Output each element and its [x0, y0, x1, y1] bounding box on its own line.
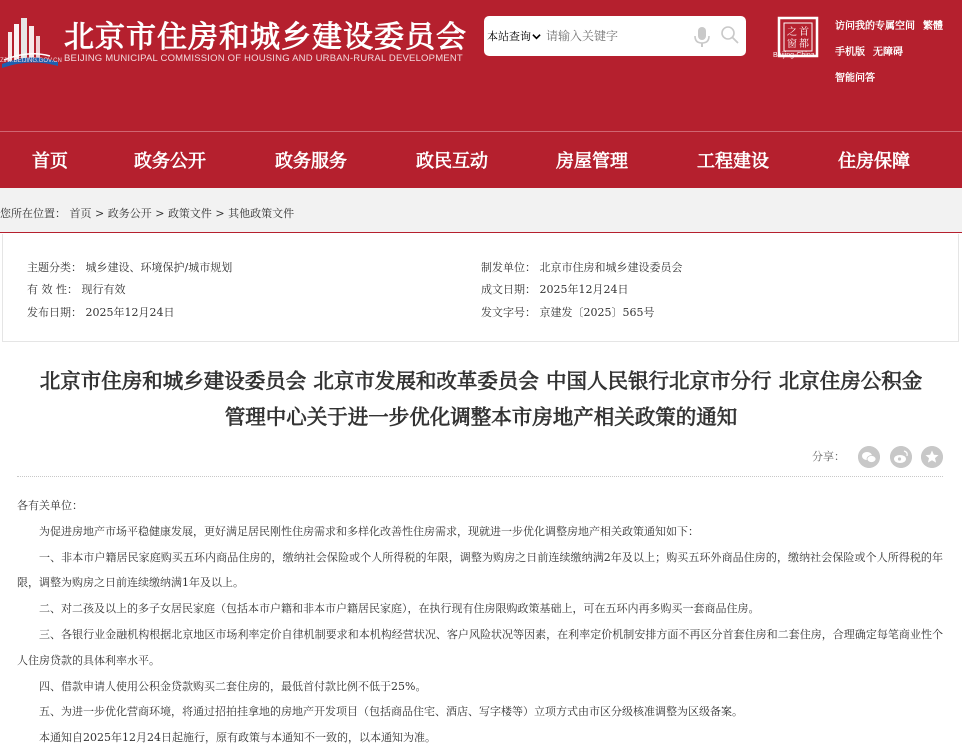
title-divider	[17, 476, 943, 477]
search-scope-select[interactable]	[487, 28, 541, 44]
site-title[interactable]: 北京市住房和城乡建设委员会	[64, 20, 467, 55]
breadcrumb-government-affairs[interactable]: 政务公开	[107, 207, 152, 220]
meta-subject: 主题分类： 城乡建设、环境保护/城市规划	[27, 261, 233, 274]
breadcrumb-policy-files[interactable]: 政策文件	[167, 207, 212, 220]
meta-doc-number: 发文字号： 京建发〔2025〕565号	[481, 306, 655, 319]
svg-text:窗: 窗	[787, 39, 797, 50]
article-paragraph: 五、为进一步优化营商环境，将通过招拍挂拿地的房地产开发项目（包括商品住宅、酒店、写字楼等）立项方式由市区分级核准调整为区级备案。	[39, 705, 743, 719]
nav-item-home[interactable]: 首页	[32, 151, 68, 172]
article-paragraph: 为促进房地产市场平稳健康发展，更好满足居民刚性住房需求和多样化改善性住房需求，现就进一步优化调整房地产相关政策通知如下：	[39, 524, 699, 538]
mobile-version-link[interactable]: 手机版	[835, 47, 865, 58]
meta-publish-date: 发布日期： 2025年12月24日	[27, 306, 175, 319]
chevron-down-icon	[532, 32, 541, 41]
article-title	[0, 363, 962, 435]
breadcrumb-other-policy-files[interactable]: 其他政策文件	[228, 207, 295, 220]
smart-qa-link[interactable]: 智能问答	[835, 73, 875, 84]
article-body	[17, 493, 943, 745]
breadcrumb	[0, 205, 294, 221]
site-header	[0, 0, 962, 188]
svg-text:首: 首	[799, 27, 809, 38]
capital-logo-caption: Beijing-China	[773, 52, 815, 59]
nav-item-government-services[interactable]: 政务服务	[275, 151, 347, 172]
article-salutation: 各有关单位：	[17, 499, 83, 512]
breadcrumb-bar	[0, 188, 962, 233]
weibo-icon[interactable]	[890, 446, 912, 468]
search-input[interactable]	[546, 24, 676, 48]
nav-item-interaction[interactable]: 政民互动	[416, 151, 488, 172]
breadcrumb-prefix: 您所在位置：	[0, 207, 66, 220]
nav-item-government-affairs[interactable]: 政务公开	[134, 151, 206, 172]
traditional-chinese-link[interactable]: 繁體	[923, 21, 943, 32]
top-links	[835, 14, 951, 92]
article-paragraph: 三、各银行业金融机构根据北京地区市场利率定价自律机制要求和本机构经营状况、客户风险状况等因素，在利率定价机制安排方面不再区分首套住房和二套住房，合理确定每笔商业性个人住房贷款的具体利率水平。	[17, 627, 943, 667]
article-paragraph: 一、非本市户籍居民家庭购买五环内商品住房的，缴纳社会保险或个人所得税的年限，调整为购房之日前连续缴纳满2年及以上；购买五环外商品住房的，缴纳社会保险或个人所得税的年限，调整为购房之日前连续缴纳满1年及以上。	[17, 550, 943, 590]
site-subtitle: BEIJING MUNICIPAL COMMISSION OF HOUSING AND URBAN-RURAL DEVELOPMENT	[64, 53, 463, 64]
meta-validity: 有 效 性： 现行有效	[27, 283, 126, 296]
nav-item-housing-security[interactable]: 住房保障	[838, 151, 910, 172]
main-nav	[0, 132, 962, 188]
favorite-icon[interactable]	[921, 446, 943, 468]
my-space-link[interactable]: 访问我的专属空间	[835, 21, 915, 32]
site-domain: ZJW.BEIJING.GOV.CN	[0, 58, 62, 64]
wechat-icon[interactable]	[858, 446, 880, 468]
article-paragraph: 二、对二孩及以上的多子女居民家庭（包括本市户籍和非本市户籍居民家庭），在执行现有住房限购政策基础上，可在五环内再多购买一套商品住房。	[39, 602, 760, 616]
breadcrumb-home[interactable]: 首页	[69, 207, 92, 220]
article-title-line-2: 管理中心关于进一步优化调整本市房地产相关政策的通知	[224, 405, 738, 429]
breadcrumb-sep: >	[151, 207, 168, 220]
breadcrumb-sep: >	[211, 207, 229, 220]
nav-item-construction[interactable]: 工程建设	[697, 151, 769, 172]
accessibility-link[interactable]: 无障碍	[873, 47, 903, 58]
microphone-icon[interactable]	[692, 25, 712, 49]
nav-item-housing-management[interactable]: 房屋管理	[556, 151, 628, 172]
meta-written-date: 成文日期： 2025年12月24日	[481, 283, 629, 296]
article-paragraph: 四、借款申请人使用公积金贷款购买二套住房的，最低首付款比例不低于25%。	[39, 679, 427, 693]
meta-issuer: 制发单位： 北京市住房和城乡建设委员会	[481, 261, 683, 274]
svg-text:都: 都	[799, 39, 809, 50]
article-paragraph: 本通知自2025年12月24日起施行，原有政策与本通知不一致的，以本通知为准。	[39, 731, 436, 745]
search-scope-label: 本站查询	[487, 30, 531, 43]
document-meta	[2, 234, 959, 342]
share-label: 分享：	[812, 450, 845, 463]
search-icon[interactable]	[720, 25, 740, 45]
svg-text:之: 之	[787, 27, 797, 38]
article-title-line-1: 北京市住房和城乡建设委员会 北京市发展和改革委员会 中国人民银行北京市分行 北京住房公积金	[39, 369, 923, 393]
breadcrumb-sep: >	[91, 207, 108, 220]
